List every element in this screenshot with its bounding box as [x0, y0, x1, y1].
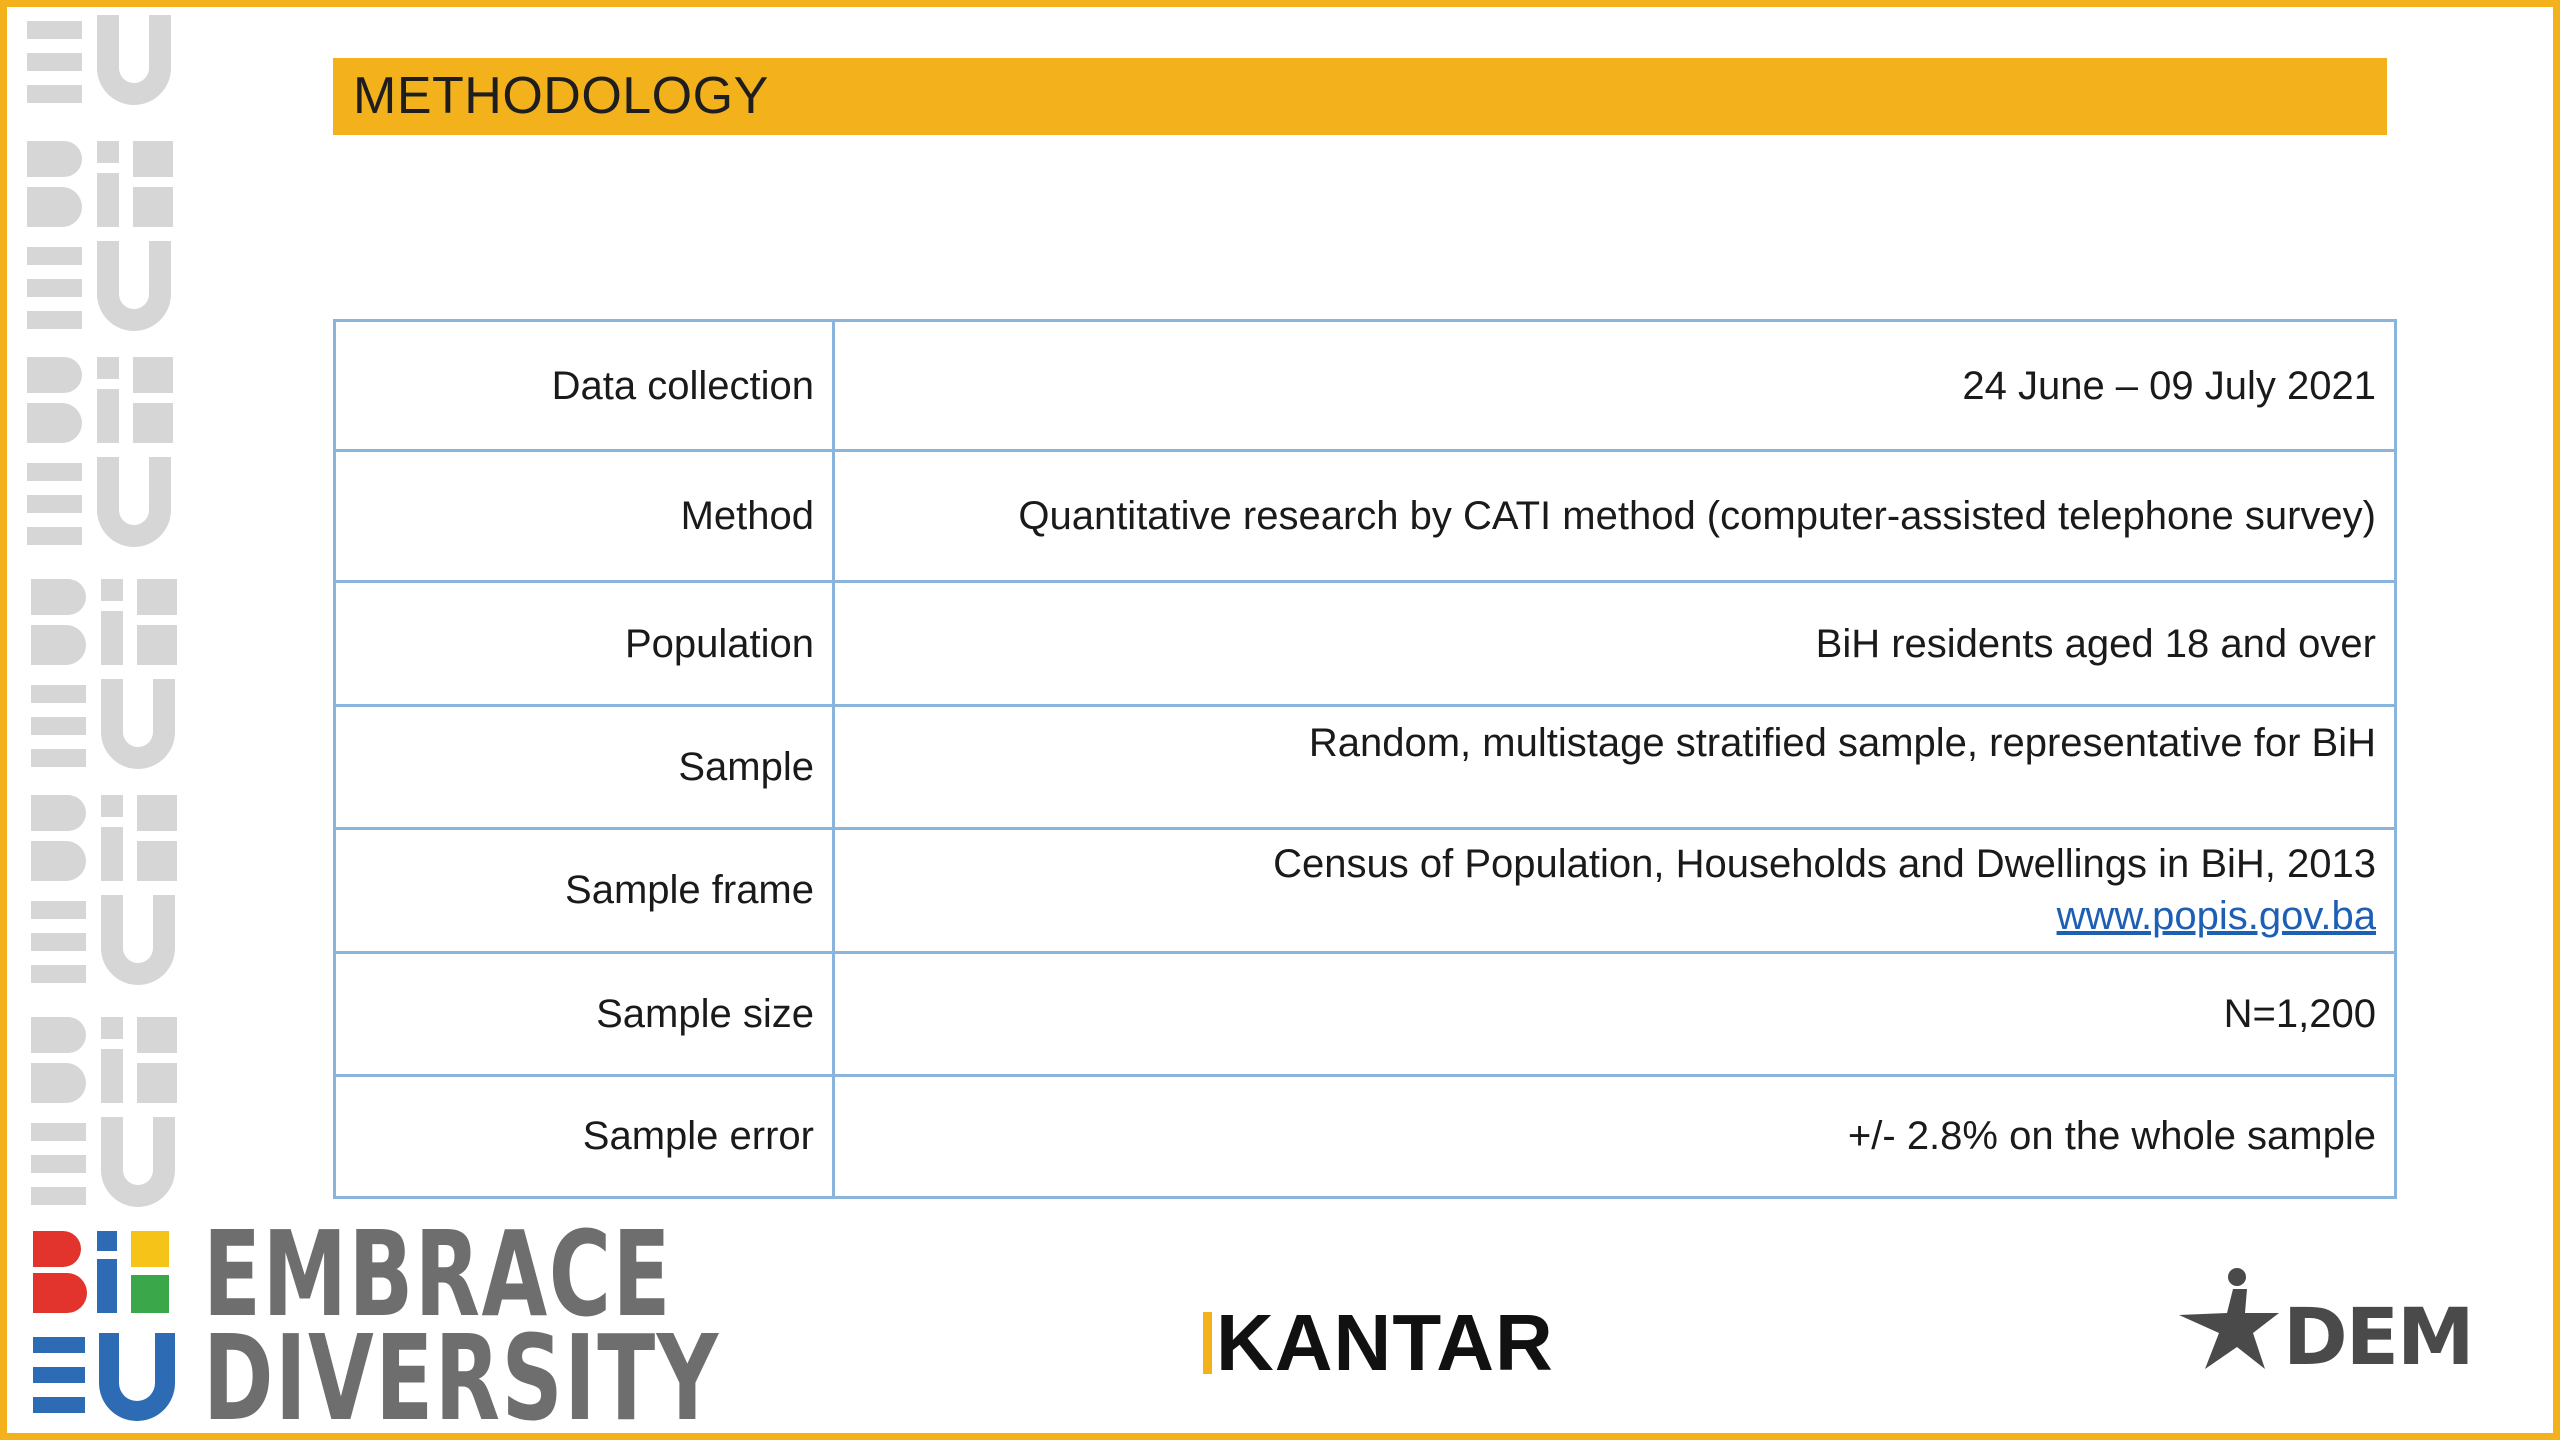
- table-row: [335, 953, 2396, 1075]
- table-row: [335, 1075, 2396, 1197]
- row-value: Random, multistage stratified sample, representative for BiH: [834, 706, 2396, 828]
- decorative-pattern-strip: [17, 15, 187, 1215]
- popis-link[interactable]: www.popis.gov.ba: [2056, 894, 2376, 939]
- row-label: Sample error: [335, 1075, 834, 1197]
- logo-line-diversity: DIVERSITY: [203, 1309, 720, 1440]
- row-label: Sample size: [335, 953, 834, 1075]
- eu-motif: [17, 457, 187, 567]
- row-value: BiH residents aged 18 and over: [834, 581, 2396, 705]
- eu-motif: [17, 1117, 187, 1215]
- logo-line-embrace: EMBRACE: [203, 1205, 672, 1343]
- star-figure-icon: [2175, 1263, 2285, 1383]
- row-label: Population: [335, 581, 834, 705]
- table-row: [335, 321, 2396, 451]
- dem-logo: [2175, 1263, 2475, 1383]
- table-row: [335, 451, 2396, 581]
- sample-frame-text: Census of Population, Households and Dwellings in BiH, 2013: [1273, 842, 2376, 887]
- row-value: Quantitative research by CATI method (computer-assisted telephone survey): [834, 451, 2396, 581]
- bih-motif: [17, 133, 187, 243]
- row-label: Sample: [335, 706, 834, 828]
- page-title: METHODOLOGY: [353, 67, 769, 125]
- bih-motif: [17, 349, 187, 459]
- bih-motif: [17, 571, 187, 681]
- eu-motif: [17, 679, 187, 789]
- bih-motif: [17, 1009, 187, 1119]
- eu-motif: [17, 15, 187, 125]
- table-row: [335, 828, 2396, 952]
- row-value: +/- 2.8% on the whole sample: [834, 1075, 2396, 1197]
- dem-wordmark: DEM: [2283, 1293, 2473, 1383]
- biheu-colored-logo: [27, 1229, 177, 1429]
- row-value: N=1,200: [834, 953, 2396, 1075]
- row-value-multiline: [834, 828, 2396, 952]
- embrace-diversity-logo: [203, 1205, 720, 1440]
- methodology-table: [333, 319, 2397, 1199]
- kantar-logo: [1203, 1297, 1554, 1389]
- table-row: [335, 581, 2396, 705]
- table-row: [335, 706, 2396, 828]
- row-label: Data collection: [335, 321, 834, 451]
- row-label: Sample frame: [335, 828, 834, 952]
- bih-motif: [17, 787, 187, 897]
- row-value: 24 June – 09 July 2021: [834, 321, 2396, 451]
- eu-motif: [17, 241, 187, 351]
- kantar-accent-bar: [1203, 1312, 1212, 1374]
- kantar-wordmark: KANTAR: [1216, 1298, 1554, 1387]
- eu-motif: [17, 895, 187, 1005]
- row-label: Method: [335, 451, 834, 581]
- header-bar: [333, 58, 2387, 135]
